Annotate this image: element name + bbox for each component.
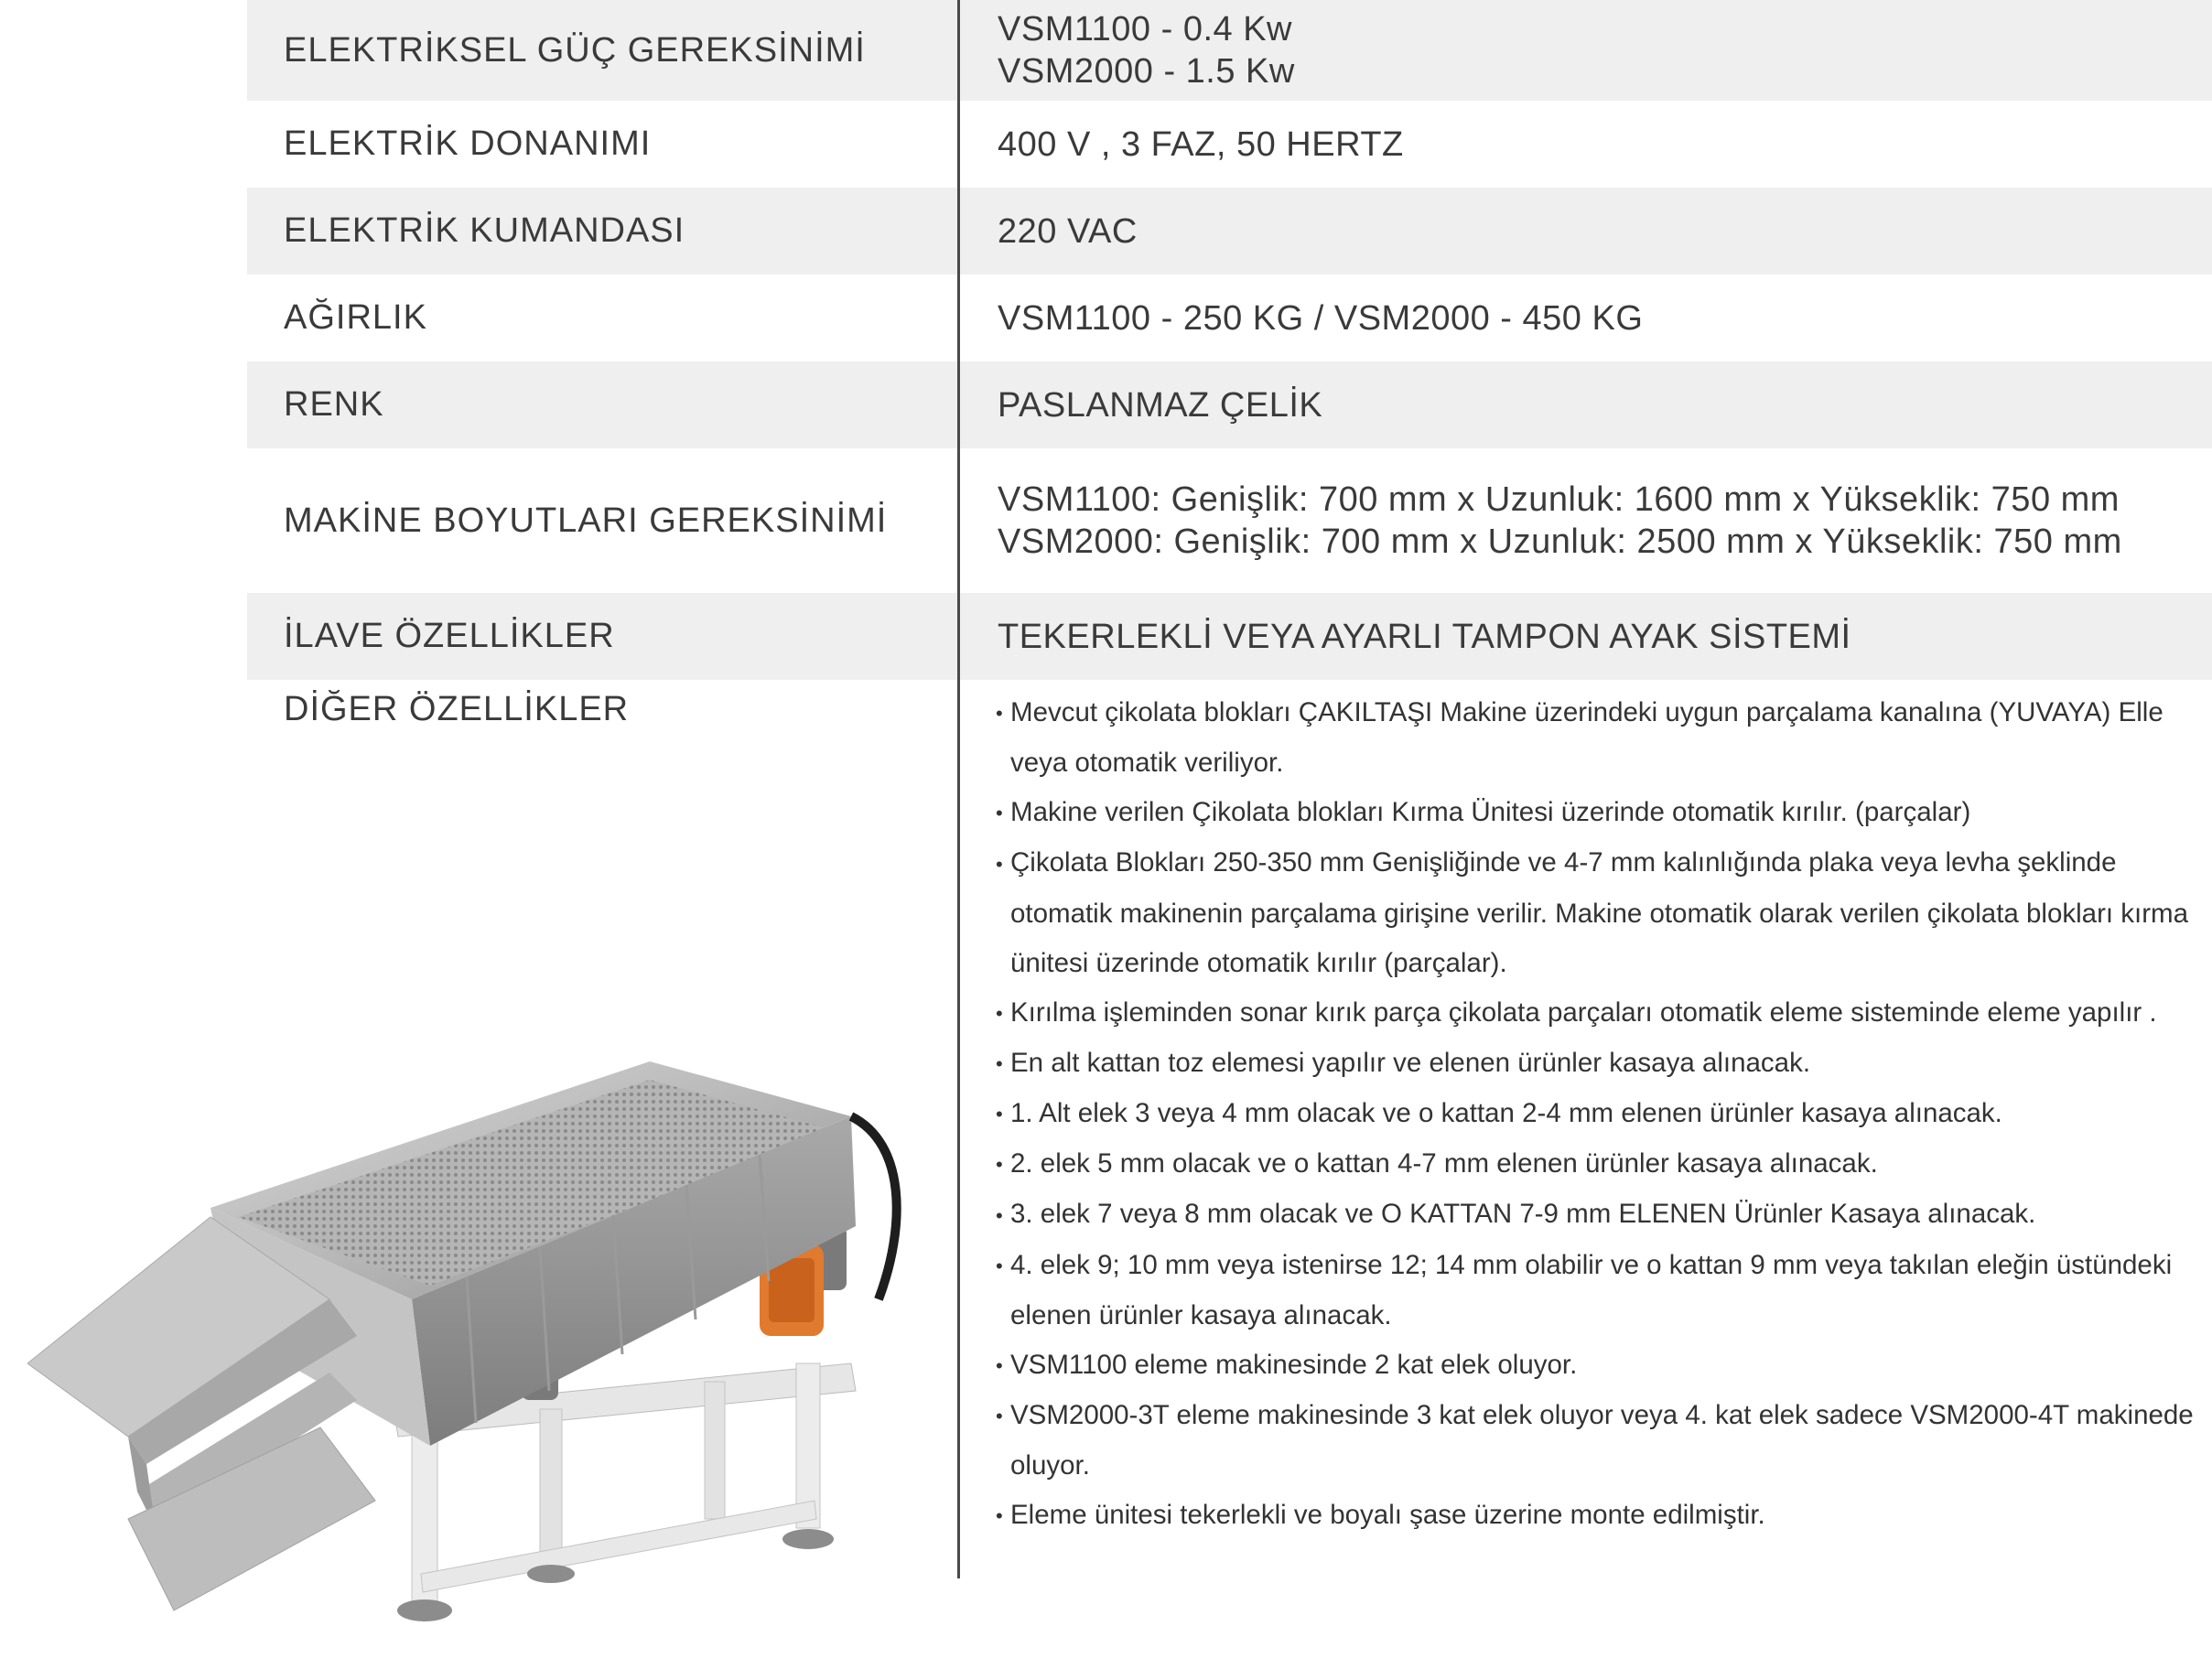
list-item [996,788,2204,838]
list-item [996,1241,2204,1341]
column-divider [957,0,960,1578]
list-item [996,1491,2204,1541]
bullet: • [996,802,1003,825]
spec-row-dimensions [247,448,2212,593]
bullet: • [996,1254,1003,1277]
list-item-text: VSM1100 eleme makinesinde 2 kat elek oluyor. [1010,1349,1578,1380]
list-item-text: Mevcut çikolata blokları ÇAKILTAŞI Makine üzerindeki uygun parçalama kanalına (YUVAYA) Elle veya otomatik veriliyor. [1010,697,2163,779]
spec-label: MAKİNE BOYUTLARI GEREKSİNİMİ [284,501,888,540]
spec-value [998,0,1295,101]
spec-value-line: VSM2000: Genişlik: 700 mm x Uzunluk: 2500 mm x Yükseklik: 750 mm [998,522,2122,561]
spec-value-line: VSM1100 - 250 KG / VSM2000 - 450 KG [998,298,1644,338]
spec-value-line: VSM1100 - 0.4 Kw [998,10,1293,48]
spec-label: İLAVE ÖZELLİKLER [284,617,615,655]
list-item-text: 1. Alt elek 3 veya 4 mm olacak ve o kattan 2-4 mm elenen ürünler kasaya alınacak. [1010,1098,2002,1129]
list-item [996,1341,2204,1391]
spec-value [998,275,1643,361]
bullet: • [996,1103,1003,1126]
bullet: • [996,1001,1003,1025]
list-item-text: Makine verilen Çikolata blokları Kırma Ünitesi üzerinde otomatik kırılır. (parçalar) [1010,797,1971,828]
list-item-text: 3. elek 7 veya 8 mm olacak ve O KATTAN 7-9 mm ELENEN Ürünler Kasaya alınacak. [1010,1199,2036,1230]
list-item [996,1391,2204,1491]
bullet: • [996,1405,1003,1428]
spec-value [998,448,2122,593]
list-item-text: 2. elek 5 mm olacak ve o kattan 4-7 mm elenen ürünler kasaya alınacak. [1010,1148,1878,1179]
list-item-text: En alt kattan toz elemesi yapılır ve elenen ürünler kasaya alınacak. [1010,1047,1811,1078]
bullet: • [996,702,1003,726]
spec-label: ELEKTRİKSEL GÜÇ GEREKSİNİMİ [284,30,866,70]
spec-value [998,101,1404,188]
list-item-text: Çikolata Blokları 250-350 mm Genişliğinde ve 4-7 mm kalınlığında plaka veya levha şeklinde otomatik makinenin parçalama girişine verilir. Makine otomatik olarak verilen çikolata blokları kırma ünitesi üzerinde otomatik kırılır (parçalar). [1010,847,2189,978]
spec-row-control [247,188,2212,275]
bullet: • [996,1354,1003,1378]
list-item [996,1190,2204,1240]
spec-row-electrical [247,101,2212,188]
other-features-list [996,688,2204,1541]
bullet: • [996,1052,1003,1076]
bullet: • [996,1203,1003,1227]
list-item-text: Eleme ünitesi tekerlekli ve boyalı şase üzerine monte edilmiştir. [1010,1500,1765,1531]
spec-value [998,593,1851,680]
bullet: • [996,1504,1003,1528]
bullet: • [996,1153,1003,1177]
list-item-text: VSM2000-3T eleme makinesinde 3 kat elek oluyor veya 4. kat elek sadece VSM2000-4T makinede oluyor. [1010,1400,2194,1481]
spec-row-color [247,361,2212,448]
bullet: • [996,852,1003,876]
spec-value-line: VSM2000 - 1.5 Kw [998,52,1295,91]
list-item [996,1039,2204,1089]
spec-row-additional [247,593,2212,680]
list-item [996,838,2204,987]
spec-row-weight [247,275,2212,361]
spec-value-line: VSM1100: Genişlik: 700 mm x Uzunluk: 1600 mm x Yükseklik: 750 mm [998,480,2120,519]
spec-label: ELEKTRİK DONANIMI [284,124,652,163]
list-item-text: 4. elek 9; 10 mm veya istenirse 12; 14 mm olabilir ve o kattan 9 mm veya takılan eleğin üstündeki elenen ürünler kasaya alınacak. [1010,1249,2173,1330]
spec-value-line: 400 V , 3 FAZ, 50 HERTZ [998,124,1404,164]
other-features-label: DİĞER ÖZELLİKLER [284,690,630,728]
spec-value-line: PASLANMAZ ÇELİK [998,385,1323,425]
list-item [996,1089,2204,1139]
list-item [996,1139,2204,1190]
sieve-machine-image [27,1061,906,1656]
spec-label: ELEKTRİK KUMANDASI [284,211,685,250]
list-item [996,988,2204,1039]
spec-value [998,361,1322,448]
spec-label: AĞIRLIK [284,298,427,337]
spec-label: RENK [284,385,384,424]
list-item [996,688,2204,788]
spec-value [998,188,1138,275]
spec-value-line: 220 VAC [998,211,1138,251]
list-item-text: Kırılma işleminden sonar kırık parça çikolata parçaları otomatik eleme sisteminde eleme yapılır . [1010,996,2157,1028]
spec-value-line: TEKERLEKLİ VEYA AYARLI TAMPON AYAK SİSTEMİ [998,617,1851,656]
spec-row-power [247,0,2212,101]
